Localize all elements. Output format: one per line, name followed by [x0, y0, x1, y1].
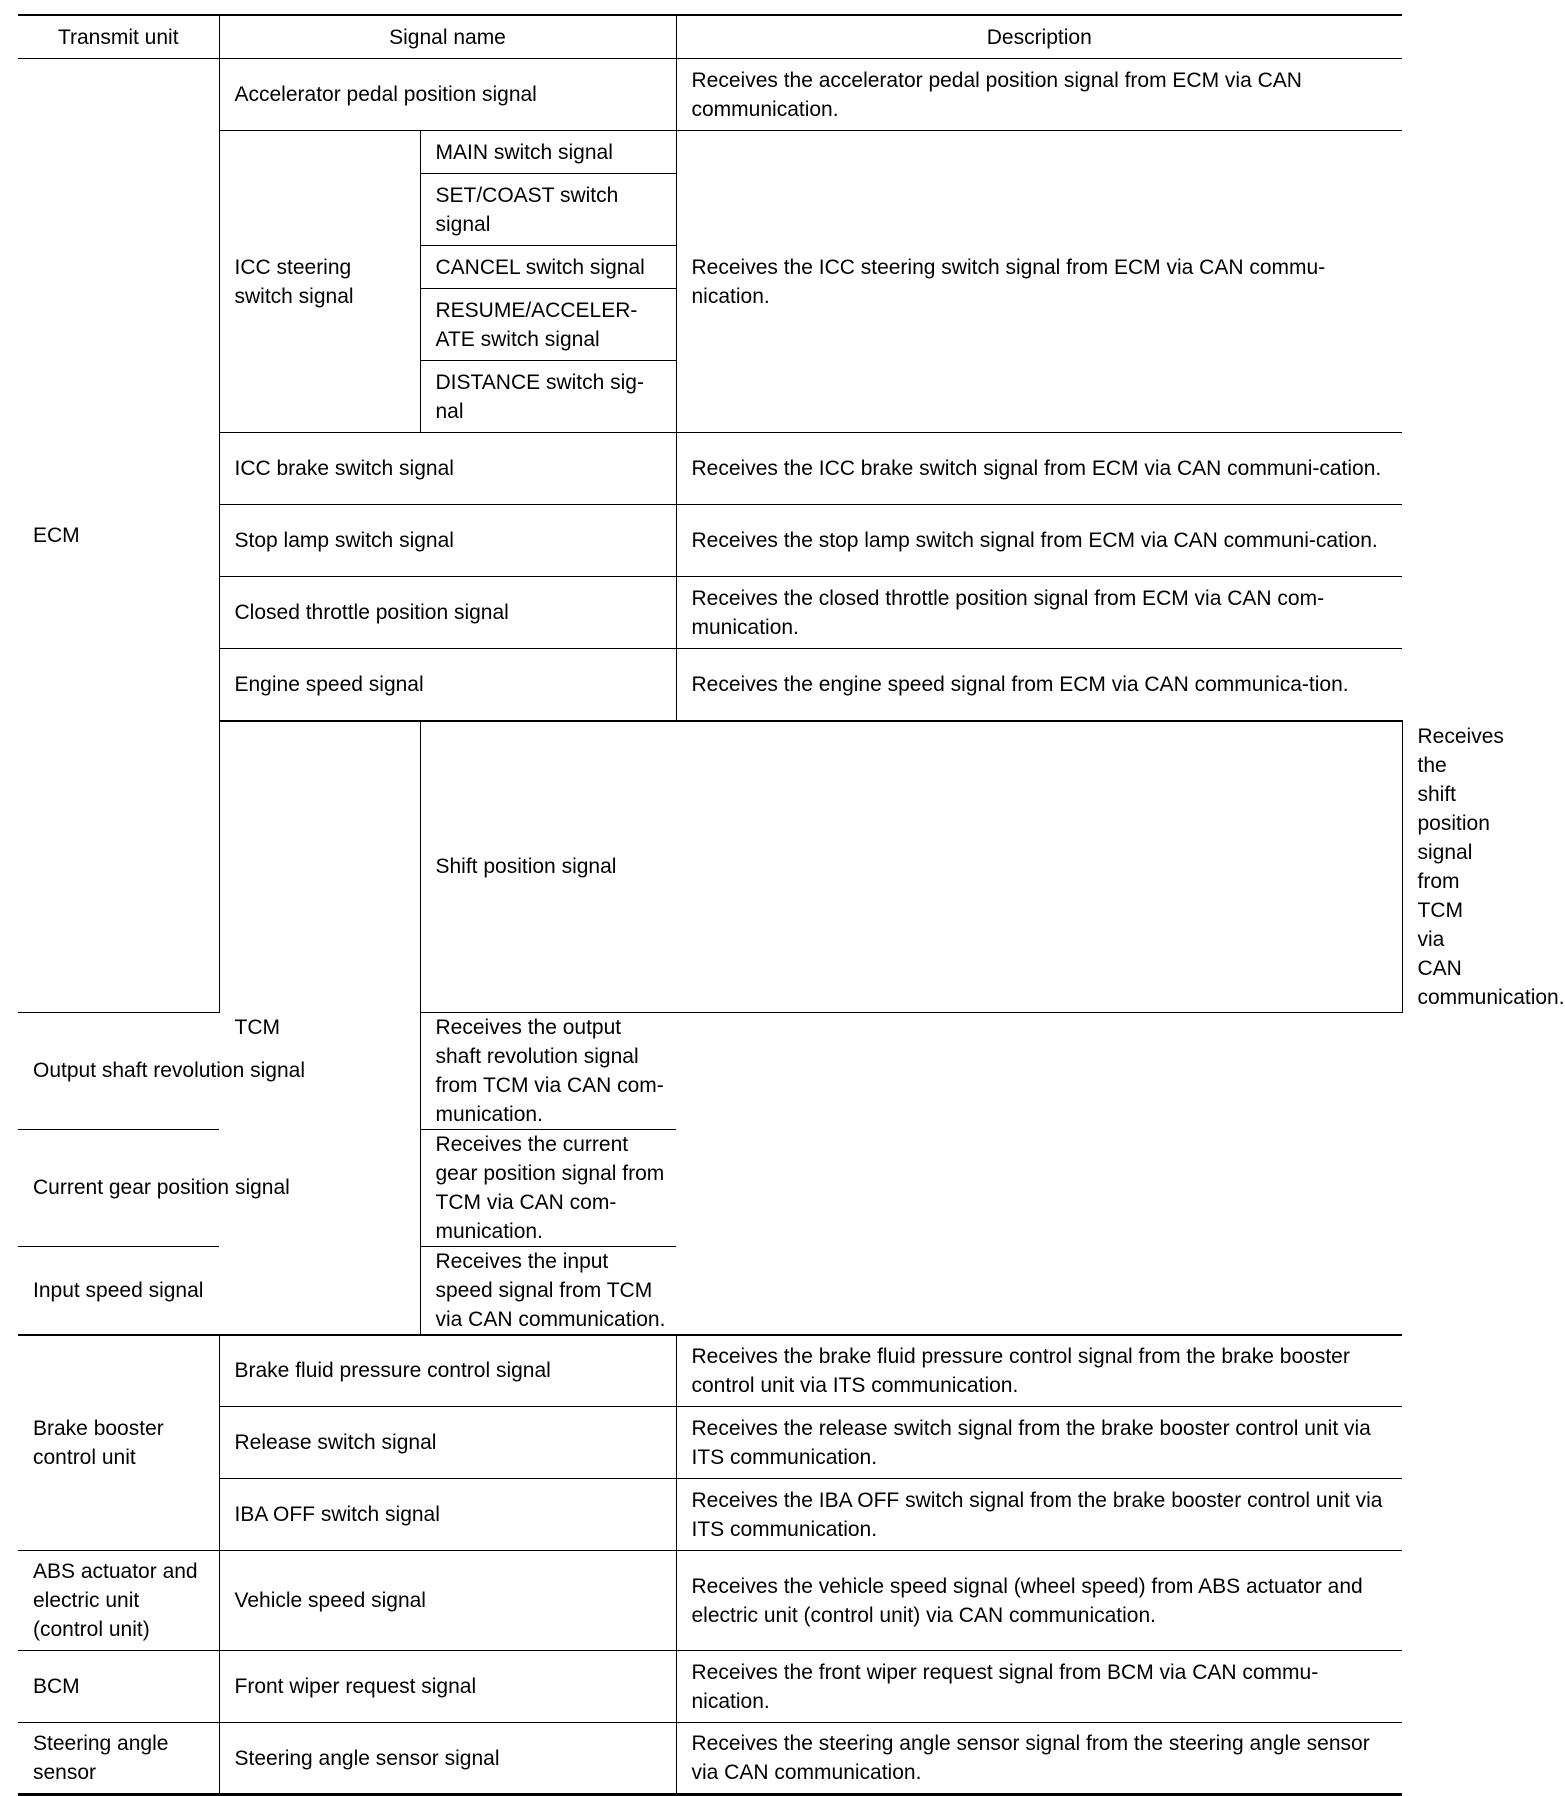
unit-cell-tcm: TCM — [219, 721, 420, 1335]
table-row — [18, 1651, 1402, 1723]
description-cell: Receives the steering angle sensor signal from the steering angle sensor via CAN communication. — [676, 1723, 1402, 1795]
signal-cell: Brake fluid pressure control signal — [219, 1335, 676, 1407]
subsignal-cell: DISTANCE switch sig-nal — [420, 361, 676, 433]
description-cell: Receives the release switch signal from the brake booster control unit via ITS communication. — [676, 1407, 1402, 1479]
header-description: Description — [676, 15, 1402, 59]
description-cell: Receives the closed throttle position signal from ECM via CAN com-munication. — [676, 577, 1402, 649]
signal-cell: Output shaft revolution signal — [18, 1012, 420, 1129]
description-cell: Receives the output shaft revolution signal from TCM via CAN com-munication. — [420, 1012, 676, 1129]
signal-cell: Closed throttle position signal — [219, 577, 676, 649]
unit-cell-abs: ABS actuator and electric unit (control unit) — [18, 1551, 219, 1651]
table-row — [18, 649, 1402, 721]
table-row — [18, 1012, 1402, 1129]
table-row — [18, 59, 1402, 131]
can-signal-table — [18, 14, 1565, 1796]
table-row — [18, 131, 1402, 174]
signal-cell: Release switch signal — [219, 1407, 676, 1479]
table-row — [18, 1246, 1402, 1335]
description-cell: Receives the ICC steering switch signal from ECM via CAN commu-nication. — [676, 131, 1402, 433]
signal-cell: Steering angle sensor signal — [219, 1723, 676, 1795]
table-row — [18, 1129, 1402, 1246]
description-cell: Receives the brake fluid pressure control signal from the brake booster control unit via ITS communication. — [676, 1335, 1402, 1407]
description-cell: Receives the engine speed signal from ECM via CAN communica-tion. — [676, 649, 1402, 721]
table-row — [18, 577, 1402, 649]
signal-cell: Vehicle speed signal — [219, 1551, 676, 1651]
signal-cell: Stop lamp switch signal — [219, 505, 676, 577]
subsignal-cell: MAIN switch signal — [420, 131, 676, 174]
header-signal-name: Signal name — [219, 15, 676, 59]
header-transmit-unit: Transmit unit — [18, 15, 219, 59]
unit-cell-bcm: BCM — [18, 1651, 219, 1723]
signal-cell: ICC brake switch signal — [219, 433, 676, 505]
description-cell: Receives the vehicle speed signal (wheel speed) from ABS actuator and electric unit (control unit) via CAN communication. — [676, 1551, 1402, 1651]
table-row — [18, 1479, 1402, 1551]
table-row — [18, 433, 1402, 505]
signal-cell: Shift position signal — [420, 721, 1402, 1013]
signal-cell: Accelerator pedal position signal — [219, 59, 676, 131]
description-cell: Receives the IBA OFF switch signal from the brake booster control unit via ITS communication. — [676, 1479, 1402, 1551]
table-row — [18, 1407, 1402, 1479]
subsignal-cell: SET/COAST switch signal — [420, 174, 676, 246]
description-cell: Receives the front wiper request signal from BCM via CAN commu-nication. — [676, 1651, 1402, 1723]
unit-cell-ecm: ECM — [18, 59, 219, 1013]
signal-cell: IBA OFF switch signal — [219, 1479, 676, 1551]
table-row: TCM Shift position signal Receives the shift position signal from TCM via CAN communication. — [18, 721, 1402, 1013]
signal-cell: Front wiper request signal — [219, 1651, 676, 1723]
table-row — [18, 505, 1402, 577]
unit-cell-steering-angle-sensor: Steering angle sensor — [18, 1723, 219, 1795]
description-cell: Receives the input speed signal from TCM via CAN communication. — [420, 1246, 676, 1335]
description-cell: Receives the stop lamp switch signal from ECM via CAN communi-cation. — [676, 505, 1402, 577]
subsignal-cell: RESUME/ACCELER-ATE switch signal — [420, 289, 676, 361]
description-cell: Receives the current gear position signal from TCM via CAN com-munication. — [420, 1129, 676, 1246]
header-row — [18, 15, 1402, 59]
table-row — [18, 1335, 1402, 1407]
signal-cell: Engine speed signal — [219, 649, 676, 721]
table-row — [18, 1723, 1402, 1795]
table-row — [18, 1551, 1402, 1651]
signal-cell: Input speed signal — [18, 1246, 420, 1335]
description-cell: Receives the accelerator pedal position signal from ECM via CAN communication. — [676, 59, 1402, 131]
subsignal-cell: CANCEL switch signal — [420, 246, 676, 289]
description-cell: Receives the ICC brake switch signal from ECM via CAN communi-cation. — [676, 433, 1402, 505]
signal-cell-icc-steering: ICC steering switch signal — [219, 131, 420, 433]
unit-cell-brake-booster: Brake booster control unit — [18, 1335, 219, 1551]
signal-cell: Current gear position signal — [18, 1129, 420, 1246]
